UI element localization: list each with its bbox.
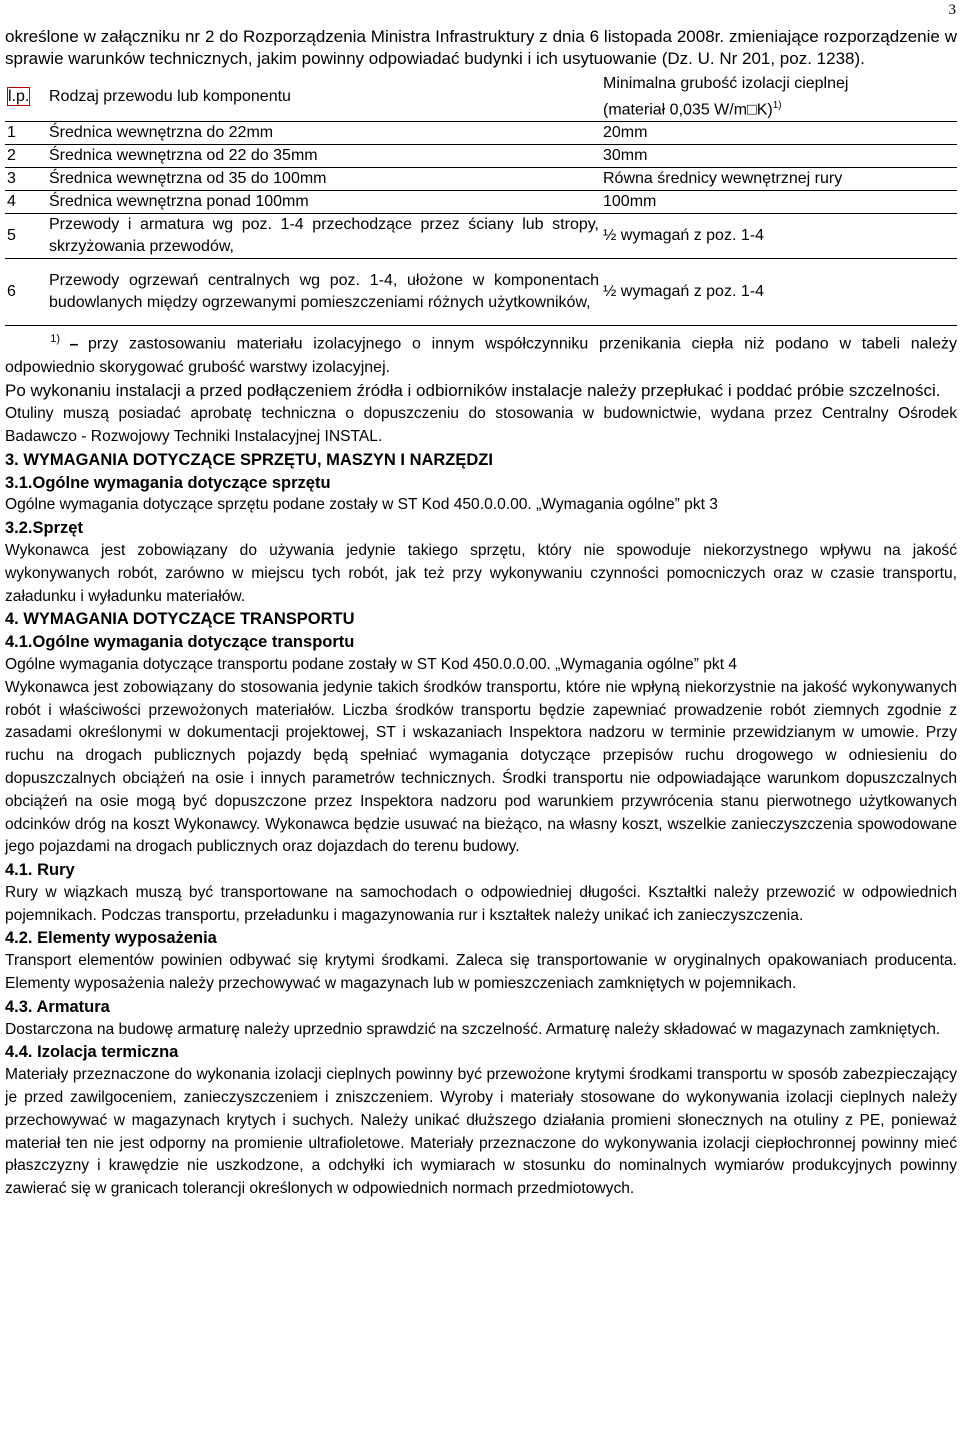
row-thickness: ½ wymagań z poz. 1-4 bbox=[601, 259, 957, 326]
row-component: Średnica wewnętrzna od 22 do 35mm bbox=[47, 145, 601, 168]
section-3-1-text: Ogólne wymagania dotyczące sprzętu podane zostały w ST Kod 450.0.0.00. „Wymagania ogólne” pkt 3 bbox=[5, 496, 718, 514]
section-4-4-heading: 4.4. Izolacja termiczna bbox=[5, 1043, 179, 1062]
row-lp: 6 bbox=[5, 259, 47, 326]
row-lp: 3 bbox=[5, 168, 47, 191]
section-4-2-text: Transport elementów powinien odbywać się krytymi środkami. Zaleca się transportowanie w oryginalnych opakowaniach producenta. Elementy wyposażenia należy przechowywać w magazynach lub w pomieszczeniach zamkniętych w pojemnikach. bbox=[5, 952, 957, 993]
header-thickness: Minimalna grubość izolacji cieplnej (materiał 0,035 W/m□K)$^{1)}$ bbox=[603, 75, 849, 119]
section-4-heading: 4. WYMAGANIA DOTYCZĄCE TRANSPORTU bbox=[5, 610, 355, 629]
row-component: Przewody ogrzewań centralnych wg poz. 1-4, ułożone w komponentach budowlanych między ogrzewanymi pomieszczeniami różnych użytkowników, bbox=[47, 259, 601, 326]
section-4-1-heading: 4.1.Ogólne wymagania dotyczące transportu bbox=[5, 633, 355, 652]
row-lp: 2 bbox=[5, 145, 47, 168]
header-lp: l.p. bbox=[8, 88, 30, 106]
section-3-2-heading: 3.2.Sprzęt bbox=[5, 519, 83, 538]
table-row bbox=[5, 122, 957, 145]
row-thickness: 20mm bbox=[601, 122, 957, 145]
section-4-1-text-b: Wykonawca jest zobowiązany do stosowania jedynie takich środków transportu, które nie wpłyną niekorzystnie na jakość wykonywanych robót i właściwości przewożonych materiałów. Liczba środków transportu będzie zapewniać prowadzenie robót ziemnych zgodnie z zasadami określonymi w dokumentacji projektowej, ST i wskazaniach Inspektora nadzoru w terminie przewidzianym w umowie. Przy ruchu na drogach publicznych pojazdy będą spełniać wymagania dotyczące przepisów ruchu drogowego w odniesieniu do dopuszczalnych obciążeń na osie i innych parametrów technicznych. Środki transportu nie odpowiadające warunkom dopuszczalnych obciążeń na osie mogą być dopuszczone przez Inspektora nadzoru pod warunkiem przywrócenia stanu pierwotnego użytkowanych odcinków dróg na koszt Wykonawcy. Wykonawca będzie usuwać na bieżąco, na własny koszt, wszelkie zanieczyszczenia spowodowane jego pojazdami na drogach publicznych oraz dojazdach do terenu budowy. bbox=[5, 678, 957, 856]
intro-paragraph: określone w załączniku nr 2 do Rozporządzenia Ministra Infrastruktury z dnia 6 listopada 2008r. zmieniające rozporządzenie w sprawie warunków technicznych, jakim powinny odpowiadać budynki i ich usytuowanie (Dz. U. Nr 201, poz. 1238). bbox=[5, 27, 957, 68]
row-thickness: Równa średnicy wewnętrznej rury bbox=[601, 168, 957, 191]
section-3-heading: 3. WYMAGANIA DOTYCZĄCE SPRZĘTU, MASZYN I NARZĘDZI bbox=[5, 450, 493, 469]
section-4-3-heading: 4.3. Armatura bbox=[5, 997, 110, 1016]
table-row bbox=[5, 214, 957, 259]
row-component: Średnica wewnętrzna ponad 100mm bbox=[47, 191, 601, 214]
section-4-1-rury-heading: 4.1. Rury bbox=[5, 861, 75, 880]
section-3-1-heading: 3.1.Ogólne wymagania dotyczące sprzętu bbox=[5, 473, 331, 492]
section-4-1-rury-text: Rury w wiązkach muszą być transportowane na samochodach o odpowiedniej długości. Kształtki należy przewozić w odpowiednich pojemnikach. Podczas transportu, przeładunku i magazynowania rur i kształtek należy unikać ich zanieczyszczenia. bbox=[5, 883, 957, 924]
document-page bbox=[5, 26, 957, 1201]
table-footnote: 1) – przy zastosowaniu materiału izolacyjnego o innym współczynniku przenikania ciepła niż podano w tabeli należy odpowiednio skorygować grubość warstwy izolacyjnej. bbox=[5, 333, 957, 376]
row-lp: 4 bbox=[5, 191, 47, 214]
table-row bbox=[5, 191, 957, 214]
page-number: 3 bbox=[948, 2, 956, 18]
table-header-row bbox=[5, 73, 957, 122]
header-component: Rodzaj przewodu lub komponentu bbox=[49, 88, 291, 106]
table-row bbox=[5, 259, 957, 326]
row-lp: 5 bbox=[5, 214, 47, 259]
table-row bbox=[5, 145, 957, 168]
table-row bbox=[5, 168, 957, 191]
row-lp: 1 bbox=[5, 122, 47, 145]
row-component: Średnica wewnętrzna od 35 do 100mm bbox=[47, 168, 601, 191]
row-thickness: 30mm bbox=[601, 145, 957, 168]
section-3-2-text: Wykonawca jest zobowiązany do używania jedynie takiego sprzętu, który nie spowoduje niekorzystnego wpływu na jakość wykonywanych robót, zarówno w miejscu tych robót, jak też przy wykonywaniu czynności pomocniczych oraz w czasie transportu, załadunku i wyładunku materiałów. bbox=[5, 541, 957, 605]
row-thickness: 100mm bbox=[601, 191, 957, 214]
row-component: Średnica wewnętrzna do 22mm bbox=[47, 122, 601, 145]
approval-paragraph: Otuliny muszą posiadać aprobatę techniczna o dopuszczeniu do stosowania w budownictwie, wydana przez Centralny Ośrodek Badawczo - Rozwojowy Techniki Instalacyjnej INSTAL. bbox=[5, 405, 957, 445]
row-thickness: ½ wymagań z poz. 1-4 bbox=[601, 214, 957, 259]
insulation-table bbox=[5, 73, 957, 326]
row-component: Przewody i armatura wg poz. 1-4 przechodzące przez ściany lub stropy, skrzyżowania przewodów, bbox=[47, 214, 601, 259]
section-4-4-text: Materiały przeznaczone do wykonania izolacji cieplnych powinny być przewożone krytymi środkami transportu w sposób zabezpieczający je przed zawilgoceniem, zanieczyszczeniem i zniszczeniem. Wyroby i materiały stosowane do wykonywania izolacji cieplnych należy przechowywać w magazynach krytych i suchych. Należy unikać dłuższego działania promieni słonecznych na otuliny z PE, ponieważ materiał ten nie jest odporny na promienie ultrafioletowe. Materiały przeznaczone do wykonywania izolacji ciepłochronnej powinny mieć płaszczyzny i krawędzie nie uszkodzone, a odchyłki ich wymiarach w stosunku do nominalnych wymiarów produkcyjnych powinny zawierać się w granicach tolerancji określonych w odpowiednich normach przedmiotowych. bbox=[5, 1066, 957, 1198]
section-4-3-text: Dostarczona na budowę armaturę należy uprzednio sprawdzić na szczelność. Armaturę należy składować w magazynach zamkniętych. bbox=[5, 1020, 941, 1038]
section-4-1-text-a: Ogólne wymagania dotyczące transportu podane zostały w ST Kod 450.0.0.00. „Wymagania ogólne” pkt 4 bbox=[5, 655, 738, 673]
flush-paragraph: Po wykonaniu instalacji a przed podłączeniem źródła i odbiorników instalacje należy przepłukać i poddać próbie szczelności. bbox=[5, 380, 941, 400]
section-4-2-heading: 4.2. Elementy wyposażenia bbox=[5, 929, 217, 948]
